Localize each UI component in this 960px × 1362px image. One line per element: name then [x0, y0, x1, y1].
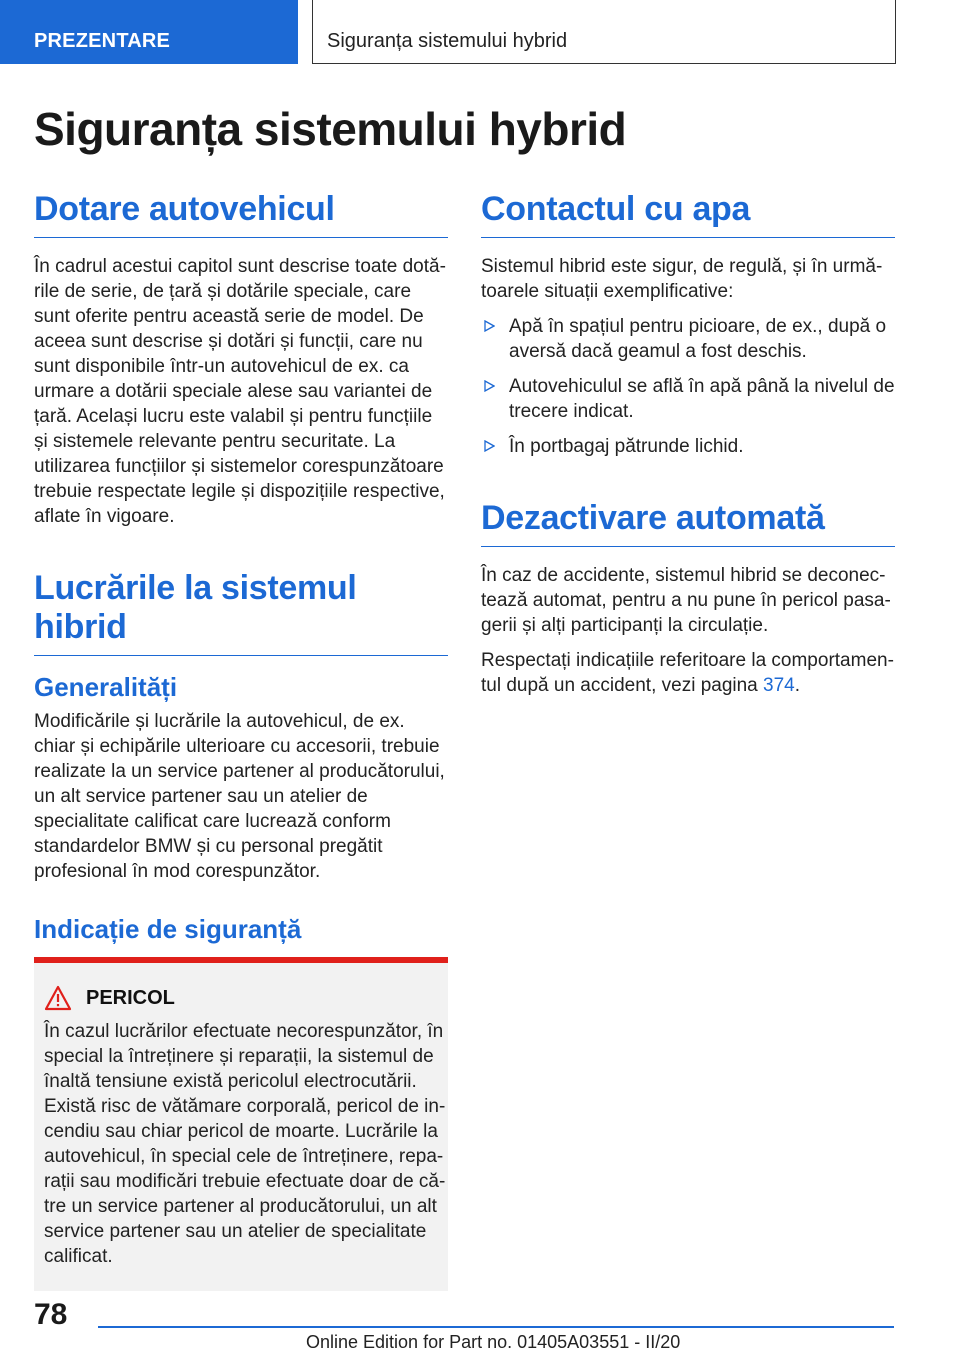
footer-edition: Online Edition for Part no. 01405A03551 - II/20 [306, 1332, 681, 1352]
page-reference-link[interactable]: 374 [763, 675, 795, 696]
general-text: Modificările și lucrările la autovehicul, de ex. chiar și echipările ulterioare cu accesorii, trebuie realizate la un service partener al producătorului, un alt service partener sau un atelier de specialitate calificat care lucrează conform standardelor BMW și cu personal pregătit profesional în mod corespunzător. [34, 711, 445, 882]
triangle-bullet-icon [483, 440, 495, 452]
shutdown-text-2: Respectați indicațiile referitoare la comportamentul după un accident, vezi pagina 374. [481, 650, 894, 696]
triangle-bullet-icon [483, 380, 495, 392]
water-intro: Sistemul hibrid este sigur, de regulă, și în următoarele situații exemplificative: [481, 256, 883, 302]
triangle-bullet-icon [483, 320, 495, 332]
safety-heading: Indicație de siguranță [34, 914, 302, 944]
equipment-heading: Dotare autovehicul [34, 190, 448, 238]
shutdown-text-1: În caz de accidente, sistemul hibrid se deconectează automat, pentru a nu pune în pericol pasagerii și alți participanți la circulație. [481, 565, 891, 636]
list-item: Apă în spațiul pentru picioare, de ex., după o aversă dacă geamul a fost deschis. [481, 314, 895, 364]
warning-label: PERICOL [86, 986, 175, 1009]
shutdown-heading: Dezactivare automată [481, 499, 895, 547]
general-heading: Generalități [34, 672, 178, 702]
footer-divider [98, 1326, 894, 1328]
water-heading: Contactul cu apa [481, 190, 895, 238]
list-item: În portbagaj pătrunde lichid. [481, 434, 895, 459]
section-tab[interactable]: PREZENTARE [0, 0, 298, 64]
list-item: Autovehiculul se află în apă până la nivelul de trecere indicat. [481, 374, 895, 424]
right-column [481, 190, 895, 698]
water-list [481, 314, 895, 459]
hybrid-work-heading: Lucrările la sistemul hibrid [34, 569, 448, 656]
warning-triangle-icon [44, 985, 72, 1011]
page-number: 78 [34, 1298, 68, 1331]
left-column [34, 190, 448, 1291]
danger-warning-box [34, 957, 448, 1291]
warning-text: În cazul lucrărilor efectuate necorespunzător, în special la întreținere și reparații, la sistemul de înaltă tensiune există pericolul electrocutării. Există risc de vătămare corporală, pericol de incendiu sau chiar pericol de moarte. Lucrările la autovehicul, în special cele de întreținere, reparații sau modificări trebuie efectuate doar de către un service partener al producătorului, un alt service partener sau un atelier de specialitate calificat. [44, 1021, 446, 1267]
chapter-title: Siguranța sistemului hybrid [312, 0, 896, 64]
equipment-text: În cadrul acestui capitol sunt descrise toate dotările de serie, de țară și dotările speciale, care sunt oferite pentru această serie de model. De aceea sunt descrise și dotări și funcții, care nu sunt disponibile într-un autovehicul de ex. ca urmare a dotării speciale alese sau variantei de țară. Același lucru este valabil și pentru funcțiile și sistemele relevante pentru securitate. La utilizarea funcțiilor și sistemelor corespunzătoare trebuie respectate legile și dispozițiile respective, aflate în vigoare. [34, 256, 446, 527]
page-title: Siguranța sistemului hybrid [34, 103, 627, 155]
